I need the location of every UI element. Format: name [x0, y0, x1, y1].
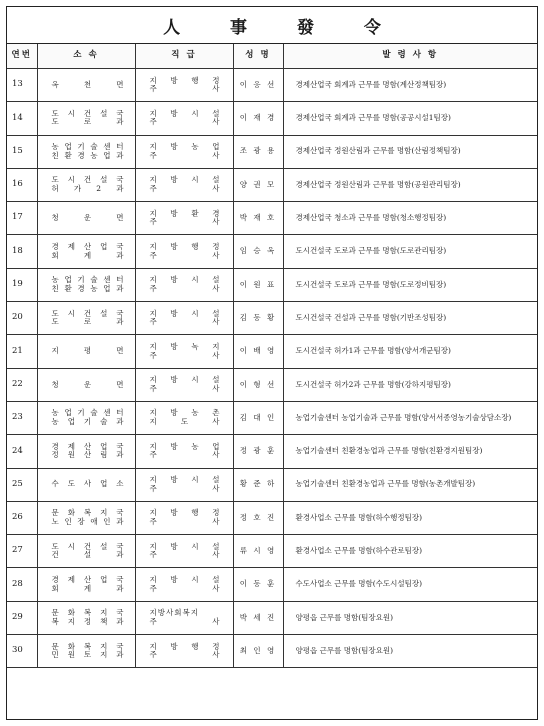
department-cell [37, 235, 135, 268]
row-number: 22 [7, 368, 37, 401]
order-detail: 도시건설국 허가2과 근무를 명함(강하지평팀장) [283, 368, 537, 401]
department-line: 도 시 건 설 국 [51, 541, 125, 551]
grade-line: 지 방 행 정 [149, 641, 221, 651]
department-cell [37, 401, 135, 434]
grade-line: 주 사 [149, 317, 221, 327]
table-row [7, 435, 537, 468]
row-number: 29 [7, 601, 37, 634]
department-cell [37, 135, 135, 168]
department-line: 건 설 과 [51, 550, 125, 560]
department-cell [37, 501, 135, 534]
grade-line: 주 사 [149, 184, 221, 194]
table-row [7, 168, 537, 201]
department-cell [37, 635, 135, 668]
grade-line: 지 도 사 [149, 417, 221, 427]
grade-cell [135, 435, 233, 468]
person-name: 김 동 황 [233, 302, 283, 335]
grade-line: 주 사 [149, 450, 221, 460]
department-line: 경 제 산 업 국 [51, 441, 125, 451]
grade-line: 주 사 [149, 550, 221, 560]
table-header-row [7, 44, 537, 69]
table-row [7, 102, 537, 135]
person-name: 양 권 모 [233, 168, 283, 201]
department-cell [37, 69, 135, 102]
grade-cell [135, 302, 233, 335]
order-detail: 환경사업소 근무를 명함(하수행정팀장) [283, 501, 537, 534]
department-line: 경 제 산 업 국 [51, 574, 125, 584]
department-line: 회 계 과 [51, 583, 125, 593]
row-number: 30 [7, 635, 37, 668]
department-line: 친 환 경 농 업 과 [51, 150, 125, 160]
person-name: 정 호 진 [233, 501, 283, 534]
person-name: 최 인 영 [233, 635, 283, 668]
grade-line: 주 사 [149, 217, 221, 227]
order-detail: 경제산업국 정원산림과 근무를 명함(공원관리팀장) [283, 168, 537, 201]
grade-line: 지 방 시 설 [149, 108, 221, 118]
table-row [7, 302, 537, 335]
row-number: 21 [7, 335, 37, 368]
order-detail: 경제산업국 정원산림과 근무를 명함(산림정책팀장) [283, 135, 537, 168]
department-line: 옥 천 면 [51, 79, 125, 89]
grade-cell [135, 601, 233, 634]
order-detail: 환경사업소 근무를 명함(하수관로팀장) [283, 535, 537, 568]
department-cell [37, 102, 135, 135]
department-line: 문 화 복 지 국 [51, 641, 125, 651]
grade-cell [135, 468, 233, 501]
grade-cell [135, 368, 233, 401]
person-name: 김 대 인 [233, 401, 283, 434]
order-detail: 도시건설국 도로과 근무를 명함(도로관리팀장) [283, 235, 537, 268]
grade-cell [135, 501, 233, 534]
order-detail: 수도사업소 근무를 명함(수도시설팀장) [283, 568, 537, 601]
department-cell [37, 168, 135, 201]
grade-line: 지 방 농 촌 [149, 408, 221, 418]
personnel-order-table [7, 44, 537, 668]
person-name: 임 승 옥 [233, 235, 283, 268]
grade-line: 지방사회복지 [149, 608, 199, 618]
grade-line: 주 사 [149, 383, 221, 393]
person-name: 이 원 표 [233, 268, 283, 301]
table-row [7, 69, 537, 102]
department-line: 도 시 건 설 국 [51, 308, 125, 318]
table-row [7, 601, 537, 634]
department-line: 민 원 토 지 과 [51, 650, 125, 660]
row-number: 23 [7, 401, 37, 434]
grade-cell [135, 335, 233, 368]
person-name: 이 재 경 [233, 102, 283, 135]
grade-line: 지 방 시 설 [149, 541, 221, 551]
grade-line: 주 사 [149, 250, 221, 260]
department-line: 도 로 과 [51, 117, 125, 127]
grade-line: 지 방 행 정 [149, 75, 221, 85]
grade-line: 주 사 [149, 150, 221, 160]
department-cell [37, 335, 135, 368]
grade-line: 주 사 [149, 117, 221, 127]
grade-line: 지 방 시 설 [149, 308, 221, 318]
grade-cell [135, 102, 233, 135]
grade-line: 주 사 [149, 283, 221, 293]
department-line: 도 시 건 설 국 [51, 108, 125, 118]
department-cell [37, 302, 135, 335]
department-line: 정 원 산 림 과 [51, 450, 125, 460]
department-line: 허 가 2 과 [51, 184, 125, 194]
person-name: 정 광 훈 [233, 435, 283, 468]
table-row [7, 235, 537, 268]
table-row [7, 135, 537, 168]
table-row [7, 535, 537, 568]
grade-line: 지 방 시 설 [149, 375, 221, 385]
row-number: 13 [7, 69, 37, 102]
header-grade: 직 급 [135, 44, 233, 69]
order-detail: 농업기술센터 친환경농업과 근무를 명함(친환경지원팀장) [283, 435, 537, 468]
department-line: 도 시 건 설 국 [51, 175, 125, 185]
row-number: 18 [7, 235, 37, 268]
order-detail: 농업기술센터 농업기술과 근무를 명함(양서서종영농기술상담소장) [283, 401, 537, 434]
order-detail: 농업기술센터 친환경농업과 근무를 명함(농촌개발팀장) [283, 468, 537, 501]
row-number: 28 [7, 568, 37, 601]
table-row [7, 268, 537, 301]
row-number: 24 [7, 435, 37, 468]
person-name: 조 광 용 [233, 135, 283, 168]
department-line: 노 인 장 애 인 과 [51, 517, 125, 526]
header-dept: 소 속 [37, 44, 135, 69]
grade-line: 지 방 농 업 [149, 142, 221, 152]
row-number: 26 [7, 501, 37, 534]
grade-cell [135, 135, 233, 168]
order-detail: 양평읍 근무를 명함(팀장요원) [283, 601, 537, 634]
person-name: 류 시 영 [233, 535, 283, 568]
order-detail: 도시건설국 허가1과 근무를 명함(양서개군팀장) [283, 335, 537, 368]
department-cell [37, 535, 135, 568]
grade-line: 지 방 행 정 [149, 508, 221, 518]
grade-cell [135, 401, 233, 434]
table-row [7, 468, 537, 501]
table-row [7, 368, 537, 401]
row-number: 15 [7, 135, 37, 168]
grade-cell [135, 535, 233, 568]
department-cell [37, 202, 135, 235]
grade-line: 지 방 행 정 [149, 242, 221, 251]
grade-line: 지 방 환 경 [149, 208, 221, 218]
department-line: 문 화 복 지 국 [51, 508, 125, 518]
department-line: 수 도 사 업 소 [51, 479, 125, 489]
header-no: 연번 [7, 44, 37, 69]
grade-line: 주 사 [149, 650, 221, 660]
department-line: 복 지 정 책 과 [51, 616, 125, 626]
department-line: 회 계 과 [51, 250, 125, 260]
grade-line: 지 방 녹 지 [149, 341, 221, 351]
header-name: 성 명 [233, 44, 283, 69]
person-name: 박 재 호 [233, 202, 283, 235]
department-cell [37, 368, 135, 401]
grade-cell [135, 568, 233, 601]
department-cell [37, 601, 135, 634]
table-row [7, 401, 537, 434]
table-body [7, 69, 537, 668]
grade-line: 지 방 농 업 [149, 441, 221, 451]
row-number: 20 [7, 302, 37, 335]
row-number: 19 [7, 268, 37, 301]
department-cell [37, 568, 135, 601]
grade-line: 지 방 시 설 [149, 574, 221, 584]
department-line: 청 운 면 [51, 379, 125, 389]
person-name: 이 배 영 [233, 335, 283, 368]
person-name: 이 형 선 [233, 368, 283, 401]
department-line: 문 화 복 지 국 [51, 608, 125, 618]
person-name: 박 세 진 [233, 601, 283, 634]
department-cell [37, 268, 135, 301]
table-row [7, 635, 537, 668]
table-row [7, 501, 537, 534]
grade-line: 지 방 시 설 [149, 175, 221, 185]
department-line: 도 로 과 [51, 317, 125, 327]
grade-cell [135, 635, 233, 668]
department-line: 친 환 경 농 업 과 [51, 283, 125, 293]
grade-line: 주 사 [149, 84, 221, 94]
department-line: 청 운 면 [51, 213, 125, 223]
order-detail: 경제산업국 회계과 근무를 명함(계산정책팀장) [283, 69, 537, 102]
order-detail: 도시건설국 건설과 근무를 명함(기반조성팀장) [283, 302, 537, 335]
department-line: 농 업 기 술 센 터 [51, 275, 125, 285]
grade-line: 주 사 [149, 583, 221, 593]
grade-line: 주 사 [149, 483, 221, 493]
grade-cell [135, 69, 233, 102]
grade-cell [135, 168, 233, 201]
document-title: 人 事 發 令 [7, 7, 537, 44]
department-cell [37, 468, 135, 501]
grade-cell [135, 268, 233, 301]
grade-line: 주 사 [149, 517, 221, 526]
row-number: 27 [7, 535, 37, 568]
department-cell [37, 435, 135, 468]
table-row [7, 202, 537, 235]
order-detail: 경제산업국 청소과 근무를 명함(청소행정팀장) [283, 202, 537, 235]
order-detail: 양평읍 근무를 명함(팀장요원) [283, 635, 537, 668]
department-line: 농 업 기 술 과 [51, 417, 125, 427]
header-order: 발 령 사 항 [283, 44, 537, 69]
grade-cell [135, 235, 233, 268]
department-line: 경 제 산 업 국 [51, 242, 125, 251]
row-number: 17 [7, 202, 37, 235]
person-name: 황 준 하 [233, 468, 283, 501]
grade-line: 주 사 [149, 350, 221, 360]
grade-line: 주 사 [149, 616, 221, 626]
table-row [7, 568, 537, 601]
grade-cell [135, 202, 233, 235]
order-detail: 경제산업국 회계과 근무를 명함(공공시설1팀장) [283, 102, 537, 135]
table-row [7, 335, 537, 368]
grade-line: 지 방 시 설 [149, 475, 221, 485]
row-number: 16 [7, 168, 37, 201]
department-line: 농 업 기 술 센 터 [51, 408, 125, 418]
personnel-order-document [6, 6, 538, 720]
person-name: 이 응 선 [233, 69, 283, 102]
department-line: 지 평 면 [51, 346, 125, 356]
row-number: 25 [7, 468, 37, 501]
person-name: 이 동 훈 [233, 568, 283, 601]
grade-line: 지 방 시 설 [149, 275, 221, 285]
department-line: 농 업 기 술 센 터 [51, 142, 125, 152]
row-number: 14 [7, 102, 37, 135]
order-detail: 도시건설국 도로과 근무를 명함(도로정비팀장) [283, 268, 537, 301]
